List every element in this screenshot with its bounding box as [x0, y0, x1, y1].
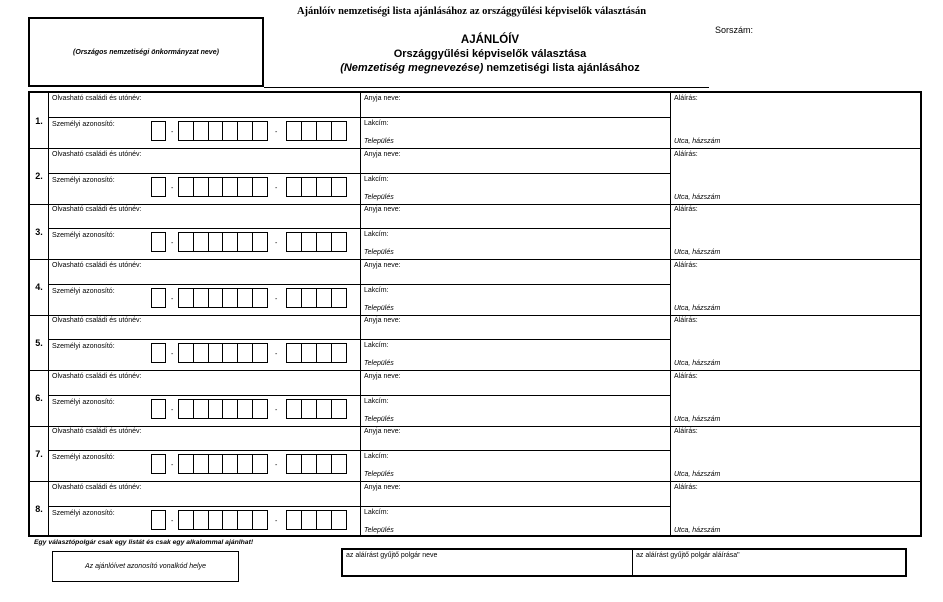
signature-label: Aláírás: [674, 483, 698, 491]
signature-label: Aláírás: [674, 206, 698, 213]
table-row [30, 204, 920, 260]
address-label: Lakcím: [364, 397, 389, 405]
id-serial-boxes[interactable] [286, 510, 347, 530]
mother-address-cell [361, 260, 671, 315]
id-sex-digit-box[interactable] [151, 121, 166, 141]
id-label: Személyi azonosító: [52, 454, 115, 461]
id-birthdate-boxes[interactable] [178, 510, 268, 530]
id-birthdate-boxes[interactable] [178, 288, 268, 308]
row-divider [49, 284, 360, 285]
id-serial-boxes[interactable] [286, 343, 347, 363]
id-label: Személyi azonosító: [52, 343, 115, 350]
street-label: Utca, házszám [674, 526, 721, 534]
id-sex-digit-box[interactable] [151, 454, 166, 474]
row-divider [361, 228, 670, 229]
street-label: Utca, házszám [674, 138, 721, 145]
id-serial-boxes[interactable] [286, 121, 347, 141]
street-label: Utca, házszám [674, 415, 721, 423]
row-divider [49, 395, 360, 396]
mother-name-label: Anyja neve: [364, 95, 401, 102]
mother-name-label: Anyja neve: [364, 483, 401, 491]
row-divider [361, 506, 670, 507]
header-divider [264, 87, 709, 88]
name-label: Olvasható családi és utónév: [52, 372, 142, 380]
recommendation-table [28, 91, 922, 537]
signature-label: Aláírás: [674, 150, 698, 158]
address-label: Lakcím: [364, 508, 389, 516]
id-sex-digit-box[interactable] [151, 399, 166, 419]
street-label: Utca, házszám [674, 471, 721, 478]
id-serial-boxes[interactable] [286, 454, 347, 474]
row-number: 8. [30, 482, 49, 537]
name-id-cell [49, 93, 361, 148]
settlement-label: Település [364, 415, 394, 423]
mother-name-label: Anyja neve: [364, 150, 401, 158]
id-dash: - [275, 129, 278, 136]
name-id-cell [49, 204, 361, 259]
table-row [30, 260, 920, 316]
mother-name-label: Anyja neve: [364, 317, 401, 324]
id-label: Személyi azonosító: [52, 509, 115, 517]
settlement-label: Település [364, 304, 394, 312]
name-id-cell [49, 260, 361, 315]
settlement-label: Település [364, 471, 394, 478]
settlement-label: Település [364, 193, 394, 201]
row-divider [49, 339, 360, 340]
id-serial-boxes[interactable] [286, 177, 347, 197]
signature-cell [671, 482, 920, 537]
id-label: Személyi azonosító: [52, 398, 115, 406]
mother-address-cell [361, 315, 671, 370]
organization-name-box: (Országos nemzetiségi önkormányzat neve) [28, 17, 264, 87]
id-sex-digit-box[interactable] [151, 232, 166, 252]
address-label: Lakcím: [364, 120, 389, 127]
id-birthdate-boxes[interactable] [178, 454, 268, 474]
signature-cell [671, 426, 920, 481]
name-label: Olvasható családi és utónév: [52, 150, 142, 158]
name-id-cell [49, 371, 361, 426]
table-row [30, 149, 920, 205]
id-label: Személyi azonosító: [52, 176, 115, 184]
id-birthdate-boxes[interactable] [178, 399, 268, 419]
row-divider [49, 450, 360, 451]
id-dash: - [171, 129, 174, 136]
settlement-label: Település [364, 249, 394, 256]
row-number: 7. [30, 426, 49, 481]
table-row [30, 371, 920, 427]
name-id-cell [49, 482, 361, 537]
id-dash: - [275, 462, 278, 469]
mother-address-cell [361, 93, 671, 148]
name-id-cell [49, 426, 361, 481]
collector-signature-field[interactable]: az aláírást gyűjtő polgár aláírása" [636, 552, 740, 559]
row-divider [49, 506, 360, 507]
collector-name-field[interactable]: az aláírást gyűjtő polgár neve [343, 550, 633, 575]
mother-address-cell [361, 204, 671, 259]
id-birthdate-boxes[interactable] [178, 343, 268, 363]
row-divider [49, 228, 360, 229]
id-dash: - [171, 351, 174, 358]
id-dash: - [275, 295, 278, 303]
street-label: Utca, házszám [674, 193, 721, 201]
settlement-label: Település [364, 138, 394, 145]
row-divider [49, 173, 360, 174]
signature-cell [671, 93, 920, 148]
signature-label: Aláírás: [674, 261, 698, 269]
row-number: 2. [30, 149, 49, 204]
row-number: 4. [30, 260, 49, 315]
id-sex-digit-box[interactable] [151, 510, 166, 530]
signature-cell [671, 204, 920, 259]
signature-cell [671, 371, 920, 426]
settlement-label: Település [364, 526, 394, 534]
id-dash: - [171, 295, 174, 303]
name-id-cell [49, 315, 361, 370]
id-serial-boxes[interactable] [286, 288, 347, 308]
serial-number-label: Sorszám: [715, 25, 754, 35]
id-birthdate-boxes[interactable] [178, 232, 268, 252]
id-sex-digit-box[interactable] [151, 288, 166, 308]
table-row [30, 315, 920, 371]
id-dash: - [171, 462, 174, 469]
signature-label: Aláírás: [674, 372, 698, 380]
id-dash: - [171, 184, 174, 192]
signature-label: Aláírás: [674, 317, 698, 324]
row-divider [361, 173, 670, 174]
id-dash: - [275, 406, 278, 414]
mother-address-cell [361, 426, 671, 481]
mother-name-label: Anyja neve: [364, 206, 401, 213]
id-dash: - [171, 240, 174, 247]
name-label: Olvasható családi és utónév: [52, 483, 142, 491]
id-serial-boxes[interactable] [286, 232, 347, 252]
name-id-cell [49, 149, 361, 204]
main-title-block [290, 33, 690, 75]
id-dash: - [171, 517, 174, 525]
row-divider [361, 284, 670, 285]
row-divider [361, 395, 670, 396]
id-label: Személyi azonosító: [52, 232, 115, 239]
form-title: AJÁNLÓÍV [460, 34, 520, 46]
footer-note: Egy választópolgár csak egy listát és csak egy alkalommal ajánlhat! [34, 539, 254, 546]
nationality-placeholder: (Nemzetiség megnevezése) [340, 62, 484, 74]
row-number: 5. [30, 315, 49, 370]
row-divider [361, 117, 670, 118]
name-label: Olvasható családi és utónév: [52, 428, 142, 435]
address-label: Lakcím: [364, 286, 389, 294]
row-divider [361, 450, 670, 451]
row-number: 1. [30, 93, 49, 148]
form-purpose [290, 61, 690, 75]
signature-label: Aláírás: [674, 428, 698, 435]
address-label: Lakcím: [364, 342, 389, 349]
id-dash: - [275, 184, 278, 192]
id-birthdate-boxes[interactable] [178, 121, 268, 141]
id-serial-boxes[interactable] [286, 399, 347, 419]
signature-cell [671, 315, 920, 370]
mother-address-cell [361, 149, 671, 204]
id-sex-digit-box[interactable] [151, 343, 166, 363]
address-label: Lakcím: [364, 175, 389, 183]
form-subtitle: Országgyűlési képviselők választása [393, 48, 587, 60]
barcode-area: Az ajánlóívet azonosító vonalkód helye [52, 551, 239, 582]
signature-cell [671, 149, 920, 204]
table-row [30, 93, 920, 149]
name-label: Olvasható családi és utónév: [52, 317, 142, 324]
street-label: Utca, házszám [674, 304, 721, 312]
table-row [30, 426, 920, 482]
collector-box [341, 548, 907, 577]
address-label: Lakcím: [364, 453, 389, 460]
row-number: 6. [30, 371, 49, 426]
row-number: 3. [30, 204, 49, 259]
street-label: Utca, házszám [674, 360, 721, 367]
name-label: Olvasható családi és utónév: [52, 95, 142, 102]
id-dash: - [275, 240, 278, 247]
address-label: Lakcím: [364, 231, 389, 238]
name-label: Olvasható családi és utónév: [52, 206, 142, 213]
form-top-title: Ajánlóív nemzetiségi lista ajánlásához az országgyűlési képviselők választásán [296, 6, 647, 17]
id-dash: - [171, 406, 174, 414]
row-divider [361, 339, 670, 340]
id-label: Személyi azonosító: [52, 121, 115, 128]
purpose-text: nemzetiségi lista ajánlásához [483, 62, 640, 74]
mother-name-label: Anyja neve: [364, 261, 401, 269]
signature-label: Aláírás: [674, 95, 698, 102]
id-dash: - [275, 517, 278, 525]
id-birthdate-boxes[interactable] [178, 177, 268, 197]
id-sex-digit-box[interactable] [151, 177, 166, 197]
id-dash: - [275, 351, 278, 358]
mother-name-label: Anyja neve: [364, 428, 401, 435]
street-label: Utca, házszám [674, 249, 721, 256]
row-divider [49, 117, 360, 118]
name-label: Olvasható családi és utónév: [52, 261, 142, 269]
id-label: Személyi azonosító: [52, 287, 115, 295]
mother-address-cell [361, 371, 671, 426]
mother-name-label: Anyja neve: [364, 372, 401, 380]
settlement-label: Település [364, 360, 394, 367]
signature-cell [671, 260, 920, 315]
mother-address-cell [361, 482, 671, 537]
table-row [30, 482, 920, 538]
